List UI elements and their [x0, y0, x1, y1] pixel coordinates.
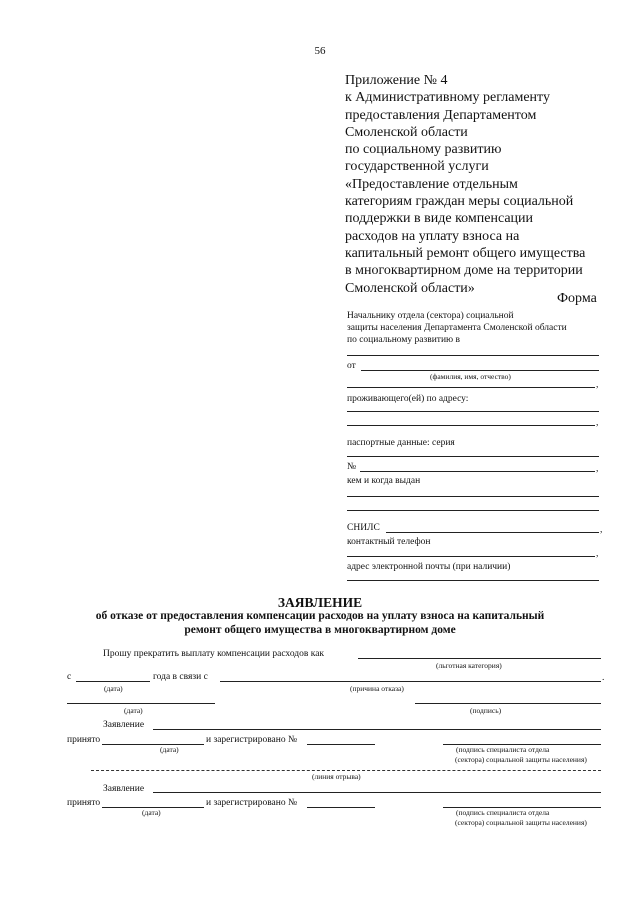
- date-hint: (дата): [142, 808, 161, 817]
- passport-label: паспортные данные: серия: [347, 438, 455, 448]
- comma: ,: [600, 525, 603, 535]
- addressee-line: Начальнику отдела (сектора) социальной: [347, 311, 514, 321]
- period: .: [602, 673, 605, 683]
- phone-field-line[interactable]: [347, 556, 595, 557]
- benefit-category-line[interactable]: [358, 658, 601, 659]
- registered-label: и зарегистрировано №: [206, 735, 298, 745]
- date-hint: (дата): [104, 684, 123, 693]
- appendix-line: «Предоставление отдельным: [345, 176, 518, 192]
- department-field-line[interactable]: [347, 355, 599, 356]
- statement-label: Заявление: [103, 784, 145, 794]
- statement-label: Заявление: [103, 720, 145, 730]
- fio-field-line-2[interactable]: [347, 387, 595, 388]
- form-label: Форма: [557, 291, 597, 306]
- since-text: года в связи с: [153, 672, 208, 682]
- specialist-hint-1: (подпись специалиста отдела: [456, 745, 550, 754]
- addressee-block: [347, 310, 617, 346]
- request-text: Прошу прекратить выплату компенсации расходов как: [103, 649, 325, 659]
- statement-subtitle-2: ремонт общего имущества в многоквартирном доме: [184, 624, 456, 636]
- date-line[interactable]: [67, 703, 215, 704]
- passport-series-line[interactable]: [347, 456, 599, 457]
- registration-number-line[interactable]: [307, 807, 375, 808]
- date-hint: (дата): [124, 706, 143, 715]
- benefit-hint: (льготная категория): [436, 661, 502, 670]
- signature-line[interactable]: [415, 703, 601, 704]
- from-label: от: [347, 361, 356, 371]
- number-label: №: [347, 462, 357, 472]
- statement-title: ЗАЯВЛЕНИЕ: [277, 595, 363, 610]
- reason-hint: (причина отказа): [350, 684, 404, 693]
- appendix-block: [345, 72, 615, 297]
- snils-field-line[interactable]: [386, 532, 599, 533]
- comma: ,: [596, 380, 599, 390]
- appendix-line: Смоленской области: [345, 124, 468, 140]
- passport-number-line[interactable]: [360, 471, 595, 472]
- phone-label: контактный телефон: [347, 537, 431, 547]
- comma: ,: [596, 464, 599, 474]
- appendix-line: категориям граждан меры социальной: [345, 194, 574, 210]
- issued-field-line[interactable]: [347, 496, 599, 497]
- email-field-line[interactable]: [347, 580, 599, 581]
- appendix-line: поддержки в виде компенсации: [345, 211, 534, 227]
- address-field-line-2[interactable]: [347, 425, 595, 426]
- address-field-line[interactable]: [347, 411, 599, 412]
- snils-label: СНИЛС: [347, 523, 380, 533]
- registration-number-line[interactable]: [307, 744, 375, 745]
- fio-field-line[interactable]: [361, 370, 599, 371]
- accepted-label: принято: [67, 798, 101, 808]
- specialist-hint-1: (подпись специалиста отдела: [456, 808, 550, 817]
- registered-label: и зарегистрировано №: [206, 798, 298, 808]
- page-number: 56: [314, 45, 326, 57]
- accepted-label: принято: [67, 735, 101, 745]
- issued-field-line-2[interactable]: [347, 510, 599, 511]
- cut-line: [91, 770, 601, 771]
- statement-line[interactable]: [153, 729, 601, 730]
- accepted-date-line[interactable]: [102, 744, 204, 745]
- appendix-line: капитальный ремонт общего имущества: [345, 245, 586, 261]
- addressee-line: по социальному развитию в: [347, 335, 460, 345]
- appendix-line: в многоквартирном доме на территории: [345, 263, 583, 279]
- comma: ,: [596, 549, 599, 559]
- fio-hint: (фамилия, имя, отчество): [430, 372, 511, 381]
- appendix-line: к Административному регламенту: [345, 90, 550, 106]
- appendix-line: расходов на уплату взноса на: [345, 228, 520, 244]
- appendix-line: Смоленской области»: [345, 280, 475, 296]
- appendix-title: Приложение № 4: [345, 73, 448, 88]
- appendix-line: предоставления Департаментом: [345, 107, 537, 123]
- statement-subtitle-1: об отказе от предоставления компенсации расходов на уплату взноса на капитальный: [95, 610, 545, 622]
- from-prefix: с: [67, 672, 72, 682]
- residing-label: проживающего(ей) по адресу:: [347, 394, 469, 404]
- specialist-hint-2: (сектора) социальной защиты населения): [455, 818, 587, 827]
- statement-line[interactable]: [153, 792, 601, 793]
- date-hint: (дата): [160, 745, 179, 754]
- start-date-line[interactable]: [76, 681, 150, 682]
- addressee-line: защиты населения Департамента Смоленской области: [347, 323, 567, 333]
- reason-line[interactable]: [220, 681, 601, 682]
- issued-label: кем и когда выдан: [347, 476, 421, 486]
- email-label: адрес электронной почты (при наличии): [347, 562, 511, 572]
- cut-line-hint: (линия отрыва): [312, 772, 361, 781]
- appendix-line: по социальному развитию: [345, 142, 502, 158]
- specialist-hint-2: (сектора) социальной защиты населения): [455, 755, 587, 764]
- appendix-line: государственной услуги: [345, 159, 489, 175]
- signature-hint: (подпись): [470, 706, 502, 715]
- comma: ,: [596, 418, 599, 428]
